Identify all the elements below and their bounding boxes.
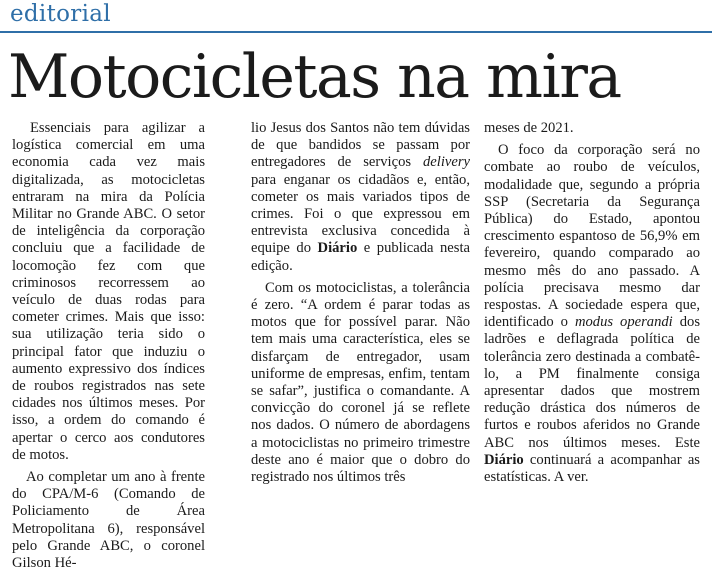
paragraph <box>484 142 700 486</box>
newspaper-name: Diário <box>317 240 358 257</box>
text-run: e publicada nesta edição. <box>251 240 470 274</box>
paragraph: Essenciais para agilizar a logística comercial em uma economia cada vez mais digitalizada, as motocicletas entraram na mira da Polícia Militar no Grande ABC. O setor de inteligência da corporação concluiu que a facilidade de locomoção fez com que criminosos recorressem ao veículo de duas rodas para cometer crimes. Mais que isso: sua utilização teria sido o principal fator que induziu o aumento expressivo dos índices de roubos registrados nas sete cidades nos últimos meses. Por isso, a ordem do comando é apertar o cerco aos condutores de motos. <box>12 120 205 463</box>
article-column-3 <box>484 120 700 486</box>
headline: Motocicletas na mira <box>8 42 621 112</box>
paragraph: Ao completar um ano à frente do CPA/M-6 (Comando de Policiamento de Área Metropolitana 6), responsável pelo Grande ABC, o coronel Gilson Hé- <box>12 469 205 572</box>
text-run: O foco da corporação será no combate ao roubo de veículos, modalidade que, segundo a própria SSP (Secretaria da Segurança Pública) do Estado, apontou crescimento espantoso de 56,9% em fevereiro, quando comparado ao mesmo mês do ano passado. A polícia precisava mesmo dar respostas. A sociedade espera que, identificado o <box>484 142 700 331</box>
section-label: editorial <box>10 1 111 27</box>
text-run: para enganar os cidadãos e, então, cometer os mais variados tipos de crimes. Foi o que expressou em entrevista exclusiva concedida à equipe do <box>251 171 470 257</box>
article-column-2 <box>251 120 470 486</box>
section-rule <box>0 31 712 33</box>
paragraph <box>251 120 470 275</box>
paragraph: meses de 2021. <box>484 120 574 136</box>
newspaper-name: Diário <box>484 451 524 468</box>
text-run: dos ladrões e deflagrada política de tolerância zero destinada a combatê-lo, a PM finalmente consiga apresentar dados que mostrem redução drástica dos números de furtos e roubos aferidos no Grande ABC nos últimos meses. Este <box>484 314 700 451</box>
italic-term: delivery <box>423 154 470 171</box>
article-column-1 <box>12 120 205 572</box>
paragraph: Com os motociclistas, a tolerância é zero. “A ordem é parar todas as motos que for possível parar. Não tem mais uma característica, eles se disfarçam de entregador, usam uniforme de empresas, enfim, tentam se safar”, justifica o comandante. A convicção do coronel já se reflete nos dados. O número de abordagens a motociclistas no primeiro trimestre deste ano é maior que o dobro do registrado nos últimos três <box>251 279 470 486</box>
text-run: continuará a acompanhar as estatísticas. A ver. <box>484 451 700 486</box>
italic-term: modus operandi <box>574 314 673 331</box>
text-run: lio Jesus dos Santos não tem dúvidas de que bandidos se passam por entregadores de serviços <box>251 120 470 171</box>
